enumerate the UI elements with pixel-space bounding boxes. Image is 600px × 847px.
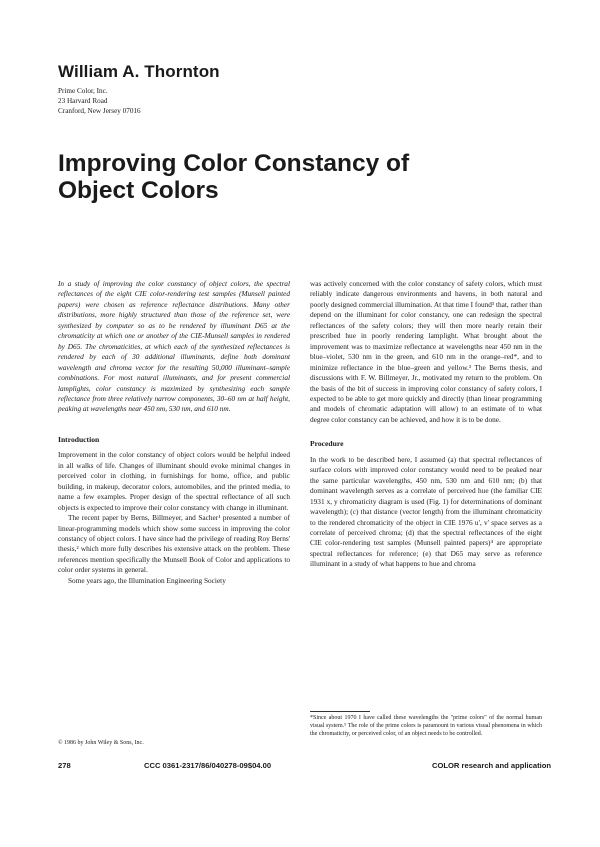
- article-title: [58, 150, 538, 204]
- paragraph: The recent paper by Berns, Billmeyer, and Sacher¹ presented a number of linear-programming models which show some success in improving the color constancy of object colors. I have since had the privilege of reading Roy Berns' thesis,² which more fully describes his extensive attack on the problem. These references mention specifically the Munsell Book of Color and applications to color order systems in general.: [58, 513, 290, 575]
- paragraph: In the work to be described here, I assumed (a) that spectral reflectances of surface colors with improved color constancy would need to be peaked near the same particular wavelengths, 450 nm, 530 nm and 610 nm; (b) that dominant wavelength serves as a correlate of perceived hue (the familiar CIE 1931 x, y chromaticity diagram is used (Fig. 1) for determinations of dominant wavelength); (c) that distance (vector length) from the illuminant chromaticity to the rendered chromaticity of the object in CIE 1976 u', v' space serves as a correlate of perceived chroma; (d) that the spectral reflectances of the eight CIE color-rendering test samples (Munsell painted papers)⁴ are appropriate spectral reflectances for reference; (e) that D65 may serve as reference illuminant in a study of what happens to hue and chroma: [310, 454, 542, 569]
- paragraph: Some years ago, the Illumination Engineering Society: [68, 575, 226, 585]
- abstract: In a study of improving the color constancy of object colors, the spectral reflectances of the eight CIE color-rendering test samples (Munsell painted papers) were chosen as reference reflectance distributions. Many other distributions, more highly structured than those of the reference set, were synthesized by computer so as to be rendered by illuminant D65 at the chromaticity at which one or another of the CIE-Munsell samples in rendered by D65. The chromaticities, at which each of the synthesized reflectances is rendered by each of 30 additional illuminants, define both dominant wavelength and chroma vector for the resulting 50,000 illuminant–sample combinations. For most natural illuminants, and for present commercial lamplights, color constancy is maximized by synthesizing each sample reflectance from three relatively narrow components, 30–60 nm at half height, peaking at wavelengths near 450 nm, 530 nm, and 610 nm.: [58, 279, 290, 414]
- author-affiliation: [58, 87, 141, 116]
- title-line: Improving Color Constancy of: [58, 150, 410, 177]
- affiliation-line: Cranford, New Jersey 07016: [58, 106, 141, 115]
- copyright-notice: © 1986 by John Wiley & Sons, Inc.: [58, 740, 144, 746]
- section-heading-introduction: Introduction: [58, 434, 100, 444]
- journal-name: COLOR research and application: [432, 761, 551, 770]
- affiliation-line: 23 Harvard Road: [58, 96, 108, 105]
- section-heading-procedure: Procedure: [310, 439, 344, 449]
- left-column: [58, 279, 290, 586]
- spacer: [310, 425, 542, 439]
- ccc-code: CCC 0361-2317/86/040278-09$04.00: [144, 761, 272, 770]
- title-line: Object Colors: [58, 177, 219, 204]
- footnote: *Since about 1970 I have called these wavelengths the "prime colors" of the normal human visual system.⁵ The role of the prime colors is paramount in various visual phenomena in which the chromaticity, or perceived color, of an object needs to be controlled.: [310, 715, 542, 738]
- paragraph: Improvement in the color constancy of object colors would be helpful indeed in all walks of life. Changes of illuminant should evoke minimal changes in perceived color in clothing, in furnishings for home, office, and public building, in makeup, decorator colors, automobiles, and the printed media, to name a few examples. Proper design of the spectral reflectance of all such objects is expected to improve their color constancy with change in illuminant.: [58, 450, 290, 512]
- right-column: [310, 279, 542, 570]
- author-name: William A. Thornton: [58, 62, 220, 81]
- affiliation-line: Prime Color, Inc.: [58, 87, 108, 95]
- footnote-divider: [310, 711, 370, 712]
- paragraph: was actively concerned with the color constancy of safety colors, which must reliably indicate dangerous environments and havens, in both natural and poorly designed commercial illumination. At that time I found³ that, rather than depend on the illuminant for color constancy, one can redesign the spectral reflectances of the safety colors; they will then more nearly retain their prescribed hue in poorly rendering lamplight. What brought about the improvement was to maximize reflectance at wavelengths near 450 nm in the blue–violet, 530 nm in the green, and 610 nm in the orange–red*, and to minimize reflectance in the blue–green and yellow.³ The Berns thesis, and discussions with F. W. Billmeyer, Jr., motivated my return to the problem. On the basis of the bit of success in improving color constancy of safety colors, I expected to be able to get more quickly and directly (than linear programming and models of chromatic adaptation will allow) to an estimate of to what degree color constancy can be achieved, and how it is to be done.: [310, 279, 542, 424]
- page-number: 278: [58, 761, 71, 770]
